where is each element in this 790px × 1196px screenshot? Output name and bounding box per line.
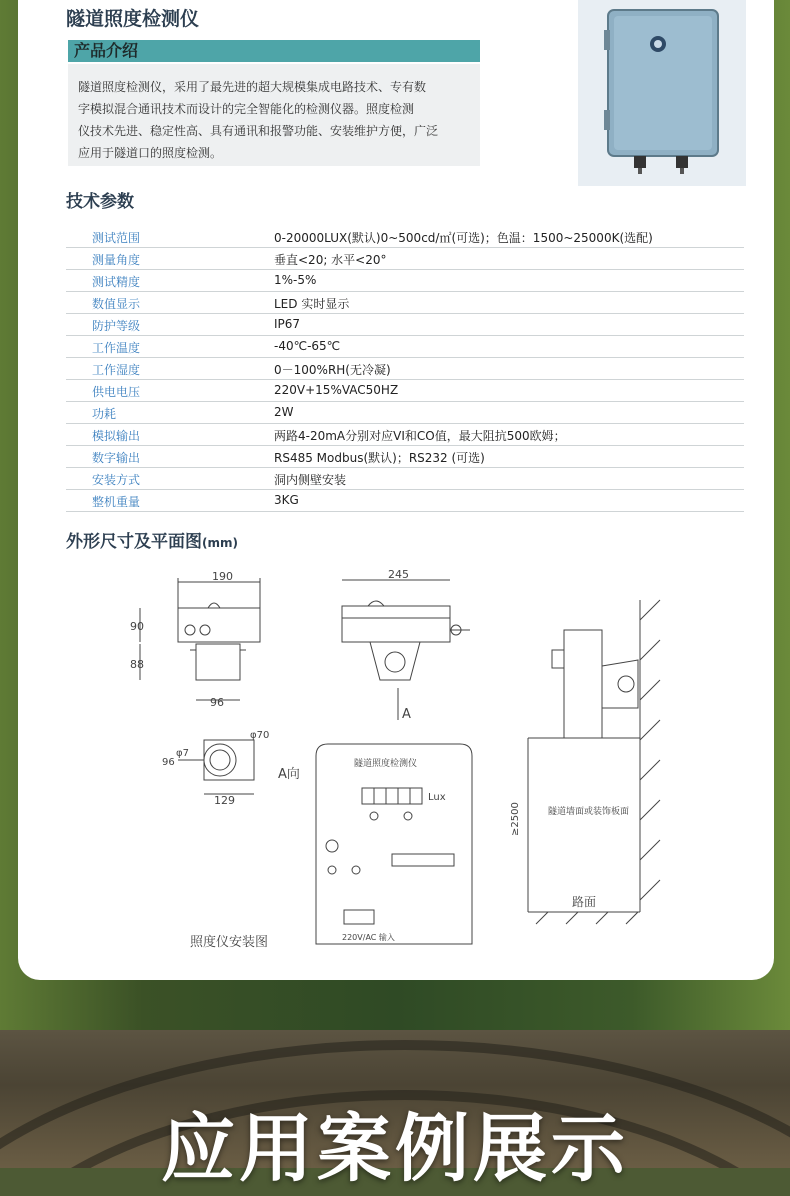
side-view xyxy=(342,568,470,722)
param-row xyxy=(66,380,744,402)
param-value: 两路4-20mA分别对应VI和CO值，最大阻抗500欧姆； xyxy=(274,429,566,443)
panel-title: 隧道照度检测仪 xyxy=(354,759,418,769)
cases-title: 应用案例展示 xyxy=(161,1106,629,1192)
param-label: 功耗 xyxy=(92,407,117,421)
param-row xyxy=(66,314,744,336)
view-a-label: A向 xyxy=(278,767,300,782)
road-label: 路面 xyxy=(572,895,597,909)
param-row xyxy=(66,226,744,248)
param-label: 防护等级 xyxy=(92,319,141,333)
param-label: 工作湿度 xyxy=(92,363,141,377)
drawing-caption: 照度仪安装图 xyxy=(190,935,269,950)
dim-190: 190 xyxy=(212,570,233,583)
param-label: 数值显示 xyxy=(92,297,141,311)
dim-90: 90 xyxy=(130,620,144,633)
param-label: 供电电压 xyxy=(92,385,141,399)
param-label: 工作温度 xyxy=(92,341,141,355)
param-row xyxy=(66,336,744,358)
param-value: 洞内侧壁安装 xyxy=(274,473,347,487)
dim-96: 96 xyxy=(210,696,224,709)
param-label: 整机重量 xyxy=(92,495,141,509)
panel-lux: Lux xyxy=(428,792,446,803)
param-label: 安装方式 xyxy=(92,473,141,487)
param-value: LED 实时显示 xyxy=(274,297,350,311)
param-value: 2W xyxy=(274,405,294,419)
param-value: 220V+15%VAC50HZ xyxy=(274,383,399,397)
intro-line: 隧道照度检测仪，采用了最先进的超大规模集成电路技术、专有数 xyxy=(78,80,427,94)
height-label: ≥2500 xyxy=(510,802,521,836)
param-value: RS485 Modbus(默认)；RS232 (可选) xyxy=(274,451,485,465)
tech-heading: 技术参数 xyxy=(66,192,134,212)
intro-heading: 产品介绍 xyxy=(68,40,480,62)
dim-96-v: 96 xyxy=(162,757,175,768)
dimension-drawing xyxy=(100,560,700,960)
dim-phi70: φ70 xyxy=(250,730,270,741)
product-photo xyxy=(578,0,746,186)
param-row xyxy=(66,402,744,424)
param-value: 3KG xyxy=(274,493,299,507)
param-value: IP67 xyxy=(274,317,301,331)
front-view xyxy=(130,570,260,709)
tech-params-table xyxy=(66,226,744,512)
device-box-image xyxy=(578,0,746,186)
intro-text xyxy=(68,64,480,166)
wall-label: 隧道墙面或装饰板面 xyxy=(548,807,630,817)
param-row xyxy=(66,446,744,468)
page-title: 隧道照度检测仪 xyxy=(66,8,200,30)
param-value: 垂直<20; 水平<20° xyxy=(274,253,387,267)
param-label: 测试范围 xyxy=(92,231,141,245)
param-label: 测量角度 xyxy=(92,253,141,267)
param-row xyxy=(66,490,744,512)
param-row xyxy=(66,248,744,270)
param-row xyxy=(66,292,744,314)
param-row xyxy=(66,424,744,446)
arrow-a-label: A xyxy=(402,707,411,722)
dim-245: 245 xyxy=(388,568,409,581)
param-row xyxy=(66,468,744,490)
intro-line: 应用于隧道口的照度检测。 xyxy=(78,146,223,160)
dimension-heading-text: 外形尺寸及平面图 xyxy=(66,532,202,552)
param-label: 数字输出 xyxy=(92,451,141,465)
panel-view xyxy=(190,744,472,950)
param-value: 0-20000LUX(默认)0~500cd/㎡(可选)；色温：1500~25000K(选配) xyxy=(274,231,653,245)
dim-129: 129 xyxy=(214,794,235,807)
dim-88: 88 xyxy=(130,658,144,671)
intro-line: 仪技术先进、稳定性高、具有通讯和报警功能、安装维护方便，广泛 xyxy=(78,124,439,138)
dimension-unit: (mm) xyxy=(202,536,238,550)
param-value: 0－100%RH(无冷凝) xyxy=(274,363,391,377)
param-row xyxy=(66,358,744,380)
install-view xyxy=(510,600,660,924)
param-row xyxy=(66,270,744,292)
mount-view xyxy=(162,730,300,807)
param-value: -40℃-65℃ xyxy=(274,339,341,353)
param-label: 测试精度 xyxy=(92,275,141,289)
dim-phi7: φ7 xyxy=(176,748,189,759)
panel-power: 220V/AC 输入 xyxy=(342,933,395,942)
param-label: 模拟输出 xyxy=(92,429,141,443)
dimension-heading xyxy=(66,527,238,552)
intro-line: 字模拟混合通讯技术而设计的完全智能化的检测仪器。照度检测 xyxy=(78,102,415,116)
param-value: 1%-5% xyxy=(274,273,317,287)
